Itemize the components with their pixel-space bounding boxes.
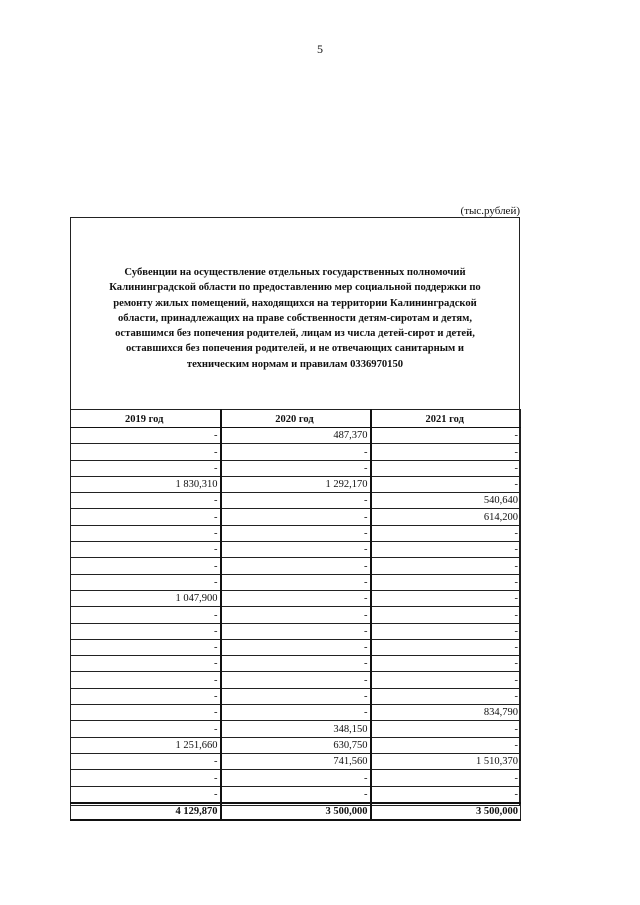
table-cell: - — [371, 623, 521, 639]
table-cell: - — [371, 786, 521, 803]
title-line: оставшимся без попечения родителей, лицам из числа детей-сирот и детей, — [115, 328, 475, 340]
table-cell: - — [71, 444, 221, 460]
units-label: (тыс.рублей) — [460, 205, 520, 217]
table-cell: - — [71, 672, 221, 688]
table-cell: - — [371, 542, 521, 558]
table-cell: - — [221, 656, 371, 672]
table-cell: - — [71, 574, 221, 590]
table-row — [71, 476, 521, 492]
table-row — [71, 574, 521, 590]
table-row — [71, 558, 521, 574]
table-cell: - — [221, 509, 371, 525]
total-cell: 4 129,870 — [71, 803, 221, 820]
table-cell: 1 292,170 — [221, 476, 371, 492]
table-header-row — [71, 410, 521, 428]
table-row — [71, 786, 521, 803]
table-row — [71, 737, 521, 753]
title-line: Субвенции на осуществление отдельных государственных полномочий — [124, 267, 466, 278]
table-cell: - — [71, 656, 221, 672]
table-cell: - — [371, 770, 521, 786]
table-cell: 741,560 — [221, 753, 371, 769]
table-row — [71, 444, 521, 460]
table-cell: 834,790 — [371, 705, 521, 721]
table-cell: - — [71, 623, 221, 639]
page-number: 5 — [317, 42, 323, 56]
table-cell: - — [221, 444, 371, 460]
table-cell: - — [221, 623, 371, 639]
table-cell: 540,640 — [371, 493, 521, 509]
table-row — [71, 672, 521, 688]
table-cell: - — [371, 656, 521, 672]
table-cell: 1 251,660 — [71, 737, 221, 753]
table-cell: - — [221, 590, 371, 606]
table-row — [71, 607, 521, 623]
table-cell: - — [221, 639, 371, 655]
title-line: Калининградской области по предоставлению мер социальной поддержки по — [109, 282, 481, 294]
table-row — [71, 493, 521, 509]
table-cell: - — [71, 607, 221, 623]
data-table — [70, 409, 521, 821]
table-cell: 630,750 — [221, 737, 371, 753]
table-cell: 1 510,370 — [371, 753, 521, 769]
table-cell: - — [221, 672, 371, 688]
table-cell: - — [71, 639, 221, 655]
table-cell: - — [221, 460, 371, 476]
table-cell: - — [71, 688, 221, 704]
total-row — [71, 803, 521, 820]
table-cell: - — [71, 428, 221, 444]
table-cell: - — [71, 721, 221, 737]
table-cell: - — [221, 574, 371, 590]
table-cell: - — [71, 542, 221, 558]
table-cell: - — [221, 542, 371, 558]
column-header-2021: 2021 год — [371, 410, 521, 428]
table-cell: - — [371, 672, 521, 688]
table-cell: - — [371, 428, 521, 444]
table-cell: - — [71, 493, 221, 509]
total-cell: 3 500,000 — [221, 803, 371, 820]
table-cell: - — [371, 607, 521, 623]
table-cell: - — [371, 737, 521, 753]
table-cell: - — [221, 607, 371, 623]
table-row — [71, 542, 521, 558]
table-row — [71, 639, 521, 655]
title-line: техническим нормам и правилам 0336970150 — [186, 358, 404, 370]
table-cell: - — [71, 558, 221, 574]
table-cell: - — [221, 525, 371, 541]
table-row — [71, 428, 521, 444]
table-cell: - — [221, 770, 371, 786]
table-cell: - — [71, 770, 221, 786]
table-row — [71, 688, 521, 704]
table-cell: 487,370 — [221, 428, 371, 444]
table-row — [71, 753, 521, 769]
table-cell: - — [221, 786, 371, 803]
table-cell: - — [371, 639, 521, 655]
column-header-2020: 2020 год — [221, 410, 371, 428]
table-row — [71, 460, 521, 476]
table-row — [71, 525, 521, 541]
title-line: области, принадлежащих на праве собственности детям-сиротам и детям, — [118, 312, 472, 324]
table-row — [71, 656, 521, 672]
table-cell: - — [371, 476, 521, 492]
table-cell: - — [221, 688, 371, 704]
table-cell: - — [371, 688, 521, 704]
table-cell: 614,200 — [371, 509, 521, 525]
table-row — [71, 623, 521, 639]
table-cell: - — [371, 444, 521, 460]
table-cell: - — [371, 590, 521, 606]
table-cell: 1 830,310 — [71, 476, 221, 492]
document-title — [72, 265, 518, 372]
table-cell: - — [221, 558, 371, 574]
table-cell: - — [371, 460, 521, 476]
table-row — [71, 590, 521, 606]
table-cell: - — [371, 558, 521, 574]
title-line: оставшихся без попечения родителей, и не отвечающих санитарным и — [125, 343, 465, 355]
table-cell: - — [371, 574, 521, 590]
table-body — [71, 428, 521, 821]
table-cell: - — [71, 525, 221, 541]
table-cell: - — [71, 509, 221, 525]
table-row — [71, 705, 521, 721]
table-cell: - — [71, 753, 221, 769]
total-cell: 3 500,000 — [371, 803, 521, 820]
table-cell: - — [371, 525, 521, 541]
table-cell: - — [71, 705, 221, 721]
column-header-2019: 2019 год — [71, 410, 221, 428]
table-row — [71, 509, 521, 525]
table-cell: 348,150 — [221, 721, 371, 737]
table-cell: - — [71, 786, 221, 803]
table-cell: - — [371, 721, 521, 737]
table-cell: - — [221, 493, 371, 509]
table-row — [71, 770, 521, 786]
table-cell: - — [71, 460, 221, 476]
table-cell: 1 047,900 — [71, 590, 221, 606]
table-row — [71, 721, 521, 737]
table-cell: - — [221, 705, 371, 721]
title-line: ремонту жилых помещений, находящихся на территории Калининградской — [113, 297, 477, 309]
